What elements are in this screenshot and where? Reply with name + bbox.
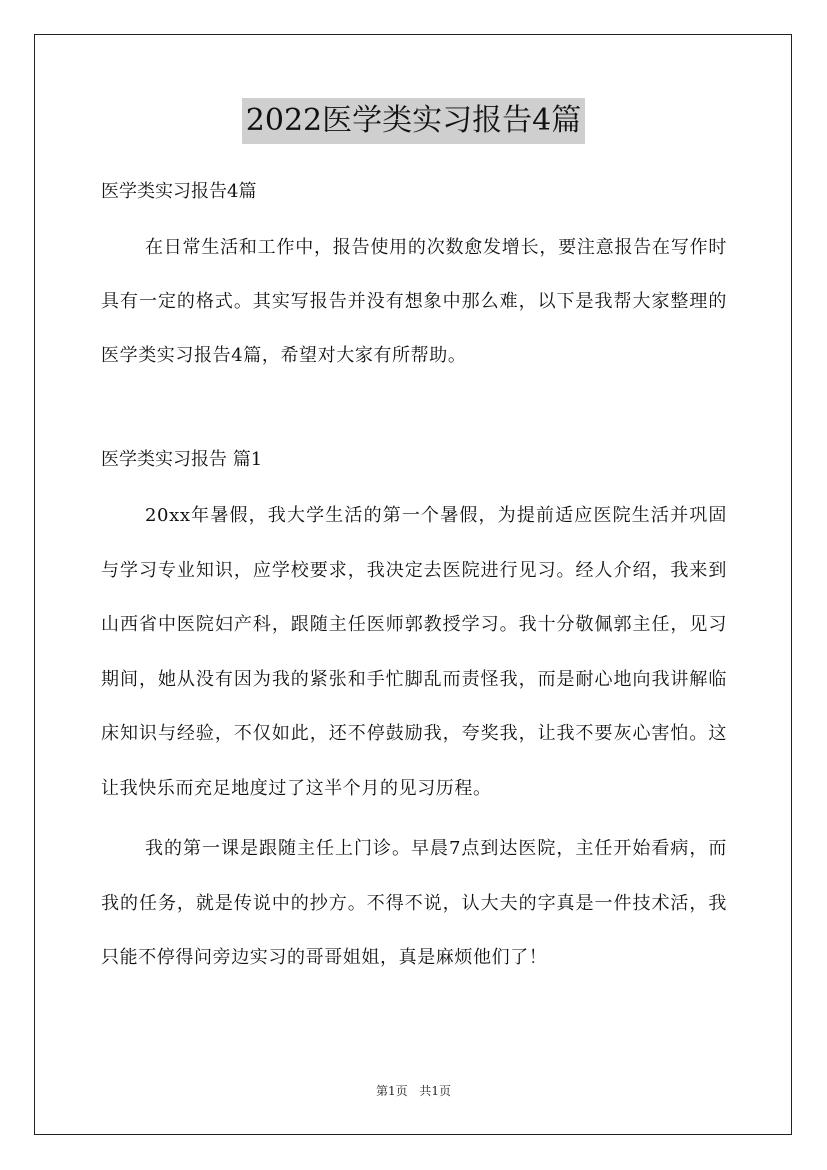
section-heading: 医学类实习报告 篇1 xyxy=(101,449,263,470)
intro-paragraph: 在日常生活和工作中，报告使用的次数愈发增长，要注意报告在写作时具有一定的格式。其实写报告并没有想象中那么难，以下是我帮大家整理的医学类实习报告4篇，希望对大家有所帮助。 xyxy=(101,237,727,366)
page-footer xyxy=(0,1082,827,1099)
page-number: 第1页 xyxy=(375,1084,408,1098)
document-body xyxy=(101,173,727,986)
title-container xyxy=(0,98,827,144)
body-paragraph: 我的第一课是跟随主任上门诊。早晨7点到达医院，主任开始看病，而我的任务，就是传说中的抄方。不得不说，认大夫的字真是一件技术活，我只能不停得问旁边实习的哥哥姐姐，真是麻烦他们了！ xyxy=(101,838,727,968)
intro-heading: 医学类实习报告4篇 xyxy=(101,181,257,202)
document-title: 2022医学类实习报告4篇 xyxy=(242,98,585,144)
body-paragraph: 20xx年暑假，我大学生活的第一个暑假，为提前适应医院生活并巩固与学习专业知识，应学校要求，我决定去医院进行见习。经人介绍，我来到山西省中医院妇产科，跟随主任医师郭教授学习。我十分敬佩郭主任，见习期间，她从没有因为我的紧张和手忙脚乱而责怪我，而是耐心地向我讲解临床知识与经验，不仅如此，还不停鼓励我，夸奖我，让我不要灰心害怕。这让我快乐而充足地度过了这半个月的见习历程。 xyxy=(101,505,727,799)
page-total: 共1页 xyxy=(419,1084,452,1098)
